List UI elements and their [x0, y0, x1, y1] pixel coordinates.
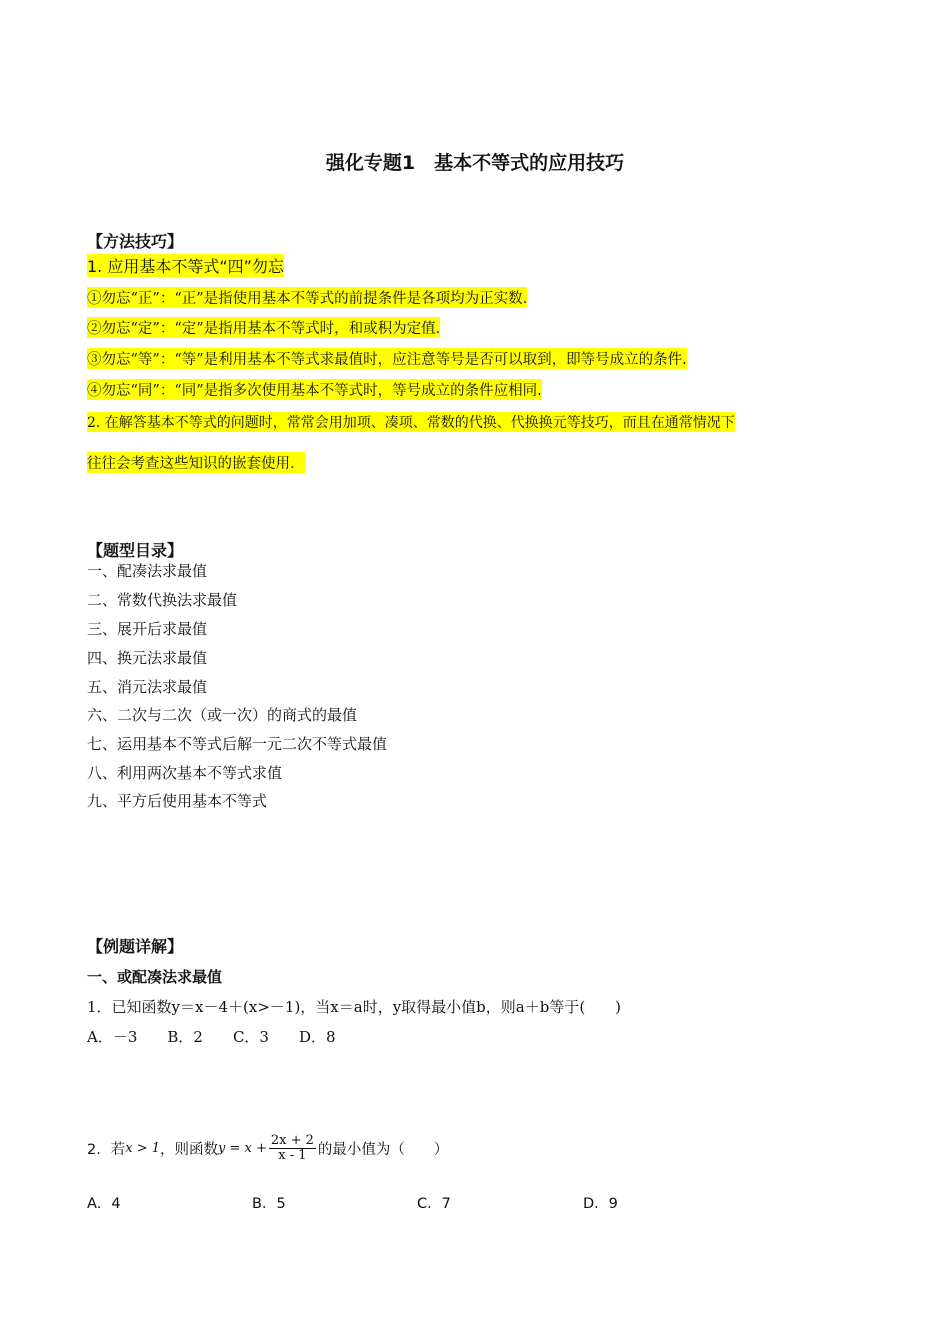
method-item-1: ①勿忘“正”：“正”是指使用基本不等式的前提条件是各项均为正实数.: [87, 287, 527, 308]
q2-function-lhs: y = x +: [218, 1140, 267, 1156]
examples-heading: 【例题详解】: [87, 937, 184, 956]
q2-fraction-denominator: x - 1: [278, 1147, 307, 1163]
example-section-1: 一、或配凑法求最值: [87, 968, 223, 986]
method-subheading: 1. 应用基本不等式“四”勿忘: [87, 254, 284, 277]
toc-heading: 【题型目录】: [87, 541, 184, 560]
q2-prefix: 2．若: [87, 1141, 126, 1158]
q2-fraction: [269, 1134, 316, 1163]
q2-option-a: A．4: [87, 1196, 121, 1212]
method-point2-line2: 往往会考查这些知识的嵌套使用．: [87, 452, 305, 473]
toc-item-2: 二、常数代换法求最值: [87, 591, 238, 609]
toc-item-8: 八、利用两次基本不等式求值: [87, 764, 283, 782]
method-point2-line1: 2. 在解答基本不等式的问题时，常常会用加项、凑项、常数的代换、代换换元等技巧，而且在通常情况下: [87, 412, 735, 432]
toc-item-7: 七、运用基本不等式后解一元二次不等式最值: [87, 735, 388, 753]
q2-condition: x > 1: [125, 1140, 160, 1156]
q2-suffix: 的最小值为（ ）: [317, 1141, 449, 1158]
q2-option-b: B．5: [252, 1196, 286, 1212]
method-item-2: ②勿忘“定”：“定”是指用基本不等式时，和或积为定值.: [87, 317, 440, 338]
toc-item-9: 九、平方后使用基本不等式: [87, 792, 268, 810]
method-item-3: ③勿忘“等”：“等”是利用基本不等式求最值时，应注意等号是否可以取到，即等号成立的条件.: [87, 348, 687, 369]
q2-option-c: C．7: [417, 1196, 451, 1212]
page-title: 强化专题1 基本不等式的应用技巧: [325, 152, 625, 174]
q2-mid: ，则函数: [160, 1141, 218, 1158]
question-2: [87, 1128, 448, 1168]
q2-option-d: D．9: [583, 1196, 618, 1212]
toc-item-5: 五、消元法求最值: [87, 678, 208, 696]
question-1-options: A．－3 B．2 C．3 D．8: [87, 1028, 336, 1046]
toc-item-1: 一、配凑法求最值: [87, 562, 208, 580]
method-heading: 【方法技巧】: [87, 232, 184, 251]
q2-fraction-numerator: 2x + 2: [270, 1132, 314, 1148]
toc-item-3: 三、展开后求最值: [87, 620, 208, 638]
toc-item-6: 六、二次与二次（或一次）的商式的最值: [87, 706, 358, 724]
question-1: 1．已知函数y＝x－4＋(x>－1)，当x＝a时，y取得最小值b，则a＋b等于( ): [87, 998, 622, 1016]
method-item-4: ④勿忘“同”：“同”是指多次使用基本不等式时，等号成立的条件应相同.: [87, 379, 542, 400]
toc-item-4: 四、换元法求最值: [87, 649, 208, 667]
